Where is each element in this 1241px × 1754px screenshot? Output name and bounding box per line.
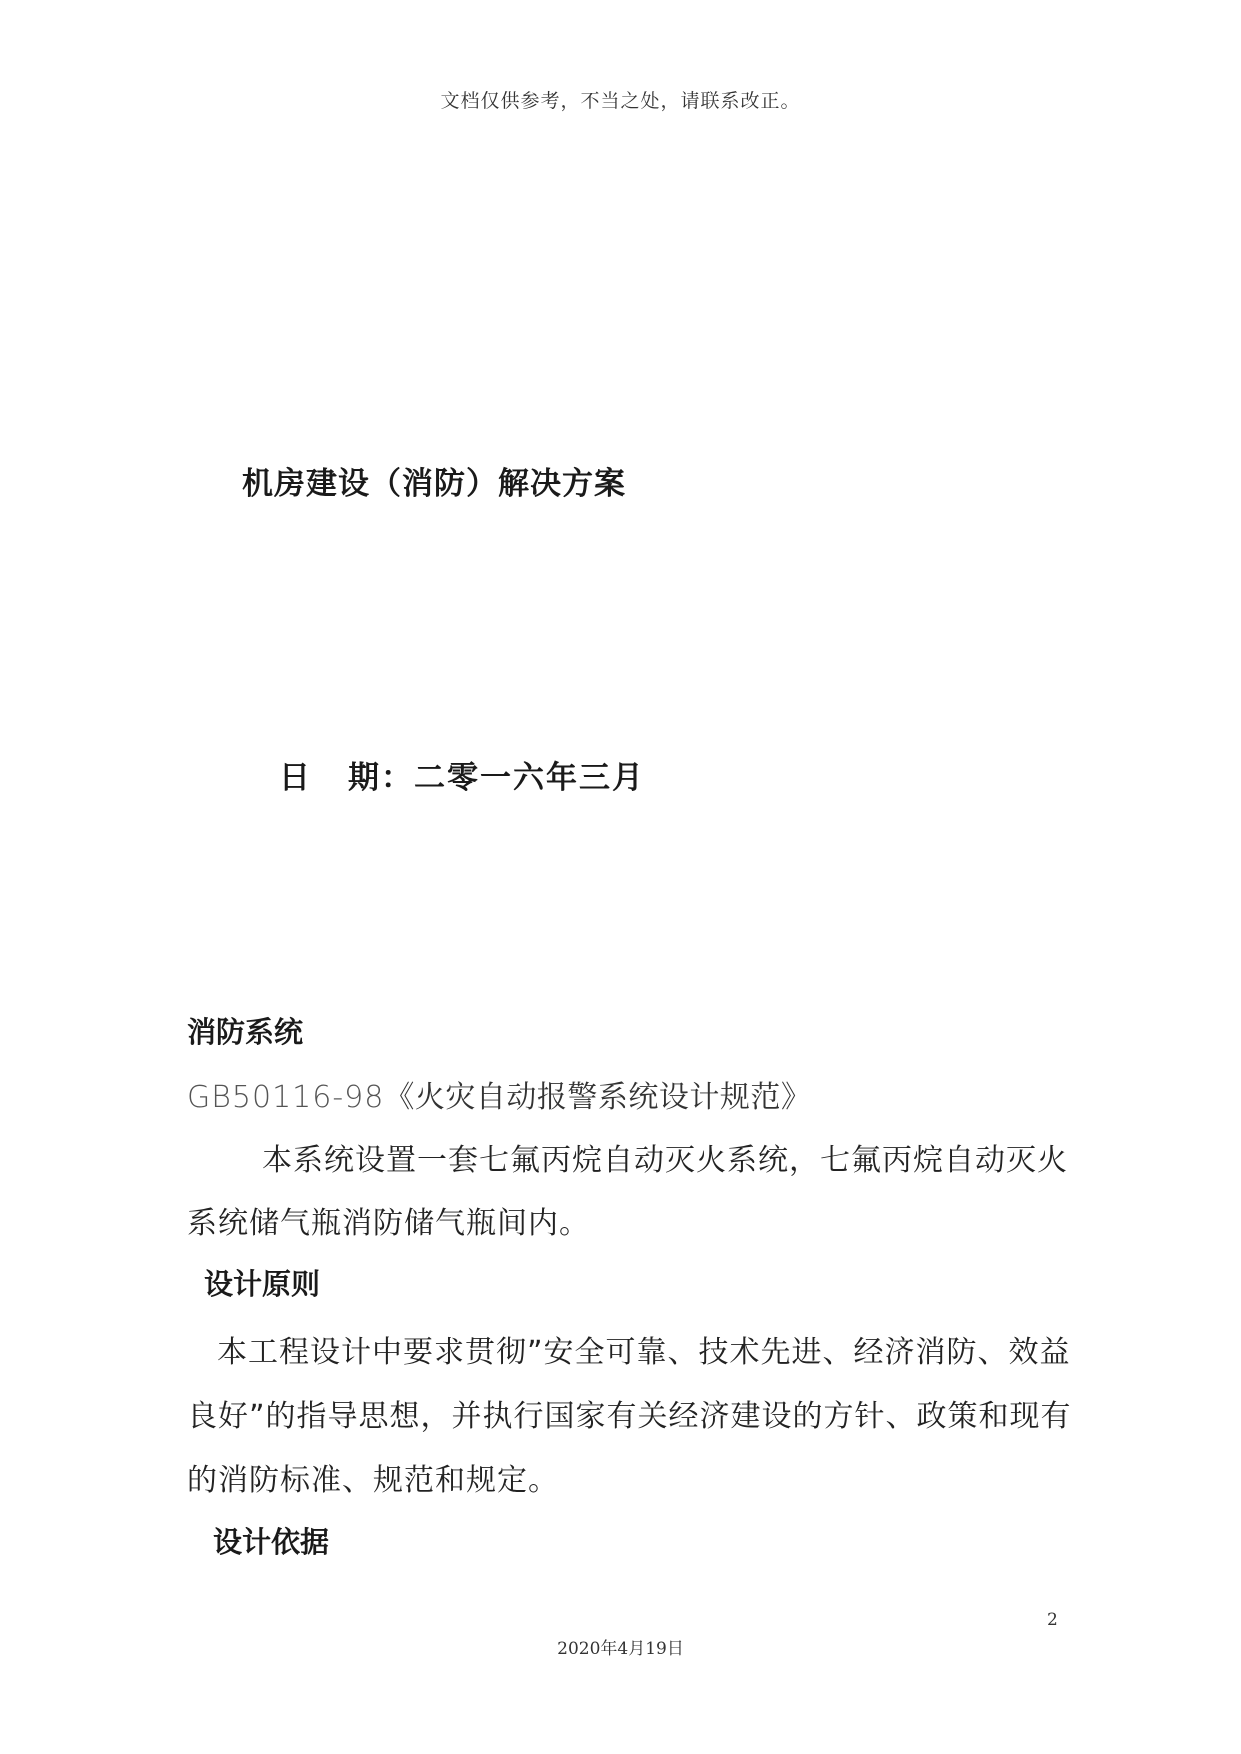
paragraph-1-line-2: 系统储气瓶消防储气瓶间内。 <box>187 1206 590 1241</box>
paragraph-2-line-2: 良好”的指导思想，并执行国家有关经济建设的方针、政策和现有 <box>187 1399 1072 1434</box>
standard-reference <box>187 1072 811 1116</box>
date-label-rest: 期：二零一六年三月 <box>348 760 645 796</box>
document-date <box>279 752 645 797</box>
document-title: 机房建设（消防）解决方案 <box>242 466 626 502</box>
paragraph-2-line-3: 的消防标准、规范和规定。 <box>187 1463 559 1498</box>
date-label-first: 日 <box>279 760 312 796</box>
footer-date: 2020年4月19日 <box>557 1639 684 1659</box>
section-heading-fire-system: 消防系统 <box>187 1015 304 1049</box>
paragraph-2-line-1: 本工程设计中要求贯彻”安全可靠、技术先进、经济消防、效益 <box>217 1335 1071 1370</box>
page-number: 2 <box>1047 1610 1058 1630</box>
standard-code: GB50116-98 <box>187 1080 385 1115</box>
standard-name: 《火灾自动报警系统设计规范》 <box>384 1080 812 1115</box>
section-heading-design-basis: 设计依据 <box>213 1525 330 1559</box>
paragraph-1-line-1: 本系统设置一套七氟丙烷自动灭火系统，七氟丙烷自动灭火 <box>262 1143 1068 1178</box>
section-heading-design-principle: 设计原则 <box>204 1267 321 1301</box>
header-note: 文档仅供参考，不当之处，请联系改正。 <box>440 90 801 112</box>
